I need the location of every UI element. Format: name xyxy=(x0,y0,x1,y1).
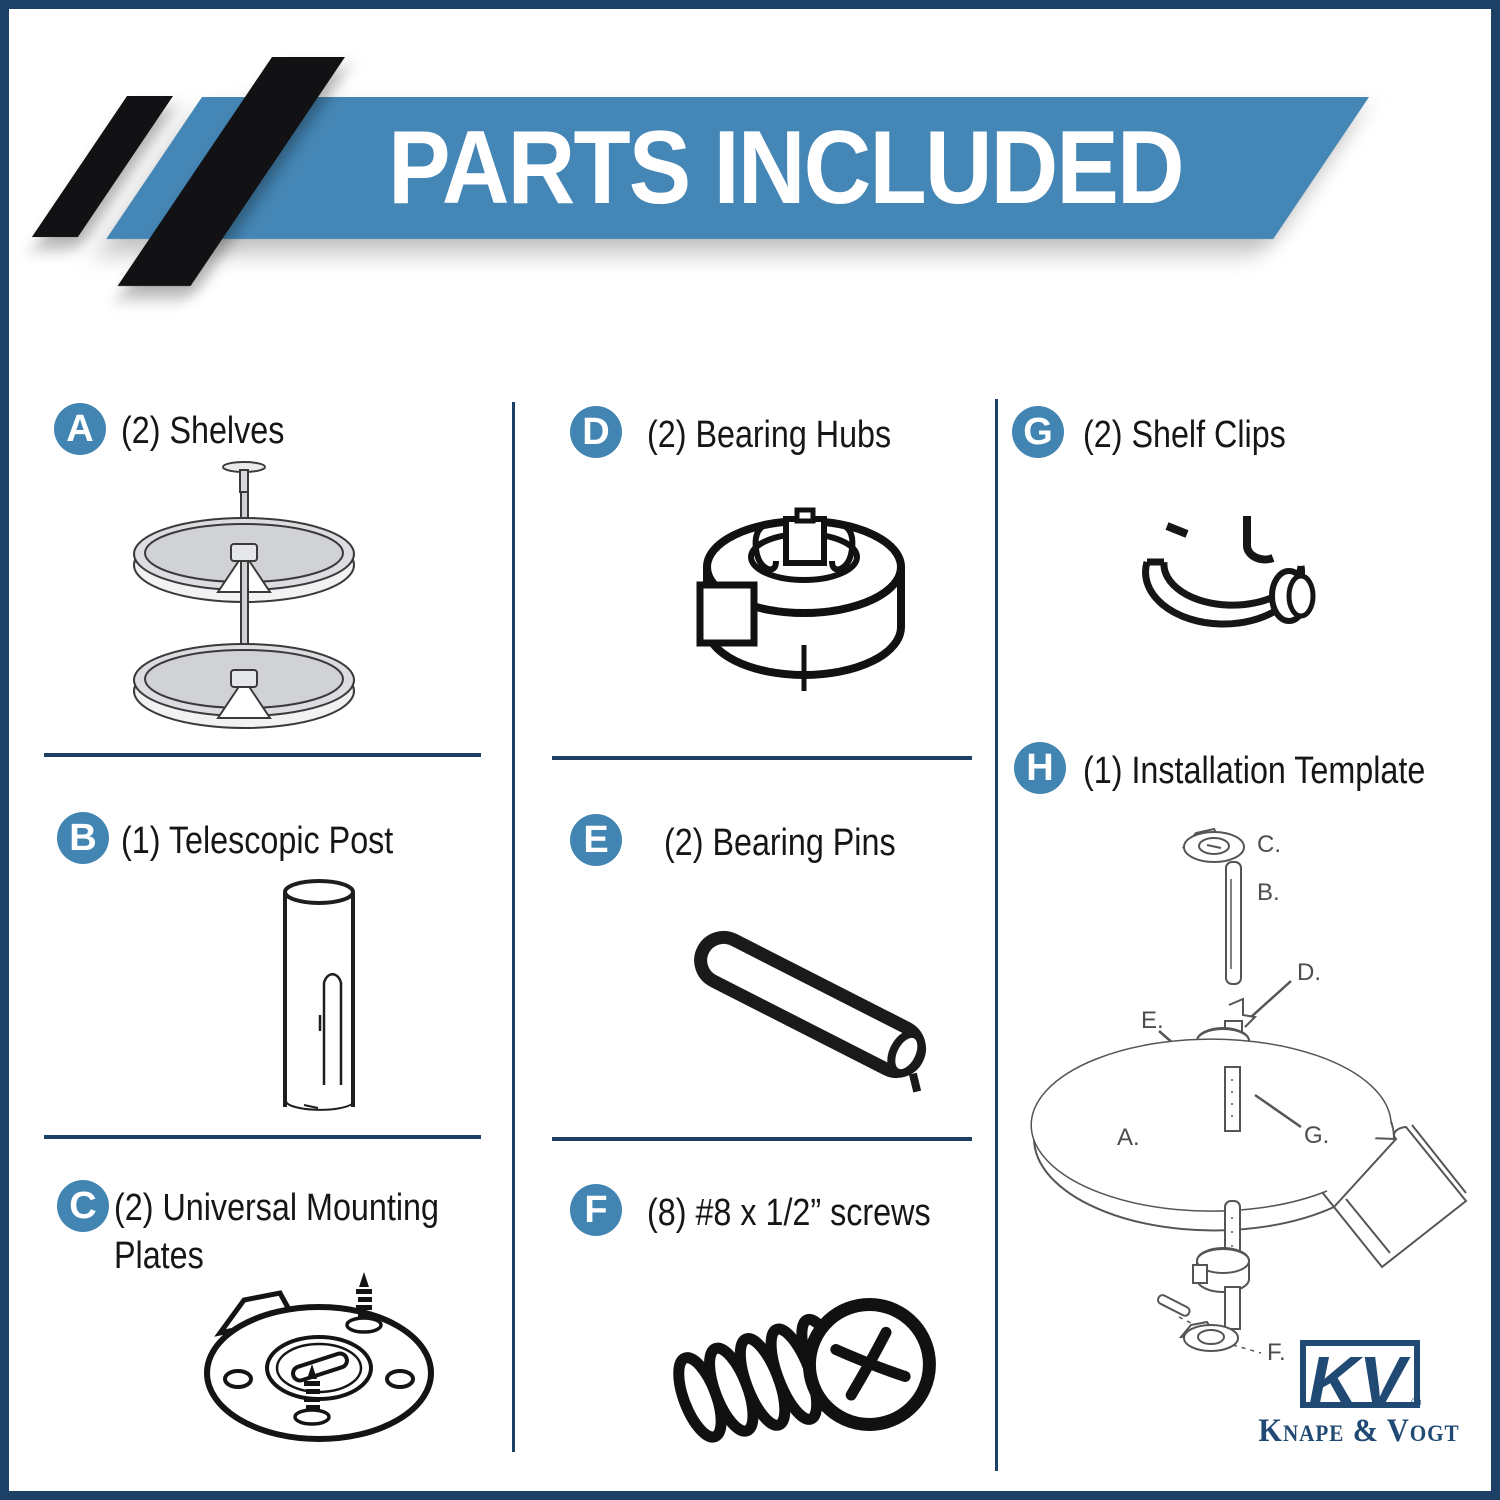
kv-logo-text: KV xyxy=(1308,1342,1406,1420)
part-c-label: (2) Universal Mounting Plates xyxy=(114,1187,439,1277)
diagram-label-b: B. xyxy=(1257,879,1280,906)
brand-name: Knape & Vogt xyxy=(1258,1413,1460,1449)
column-divider xyxy=(995,399,998,1471)
diagram-label-c: C. xyxy=(1257,831,1281,858)
row-divider xyxy=(44,1135,481,1139)
shelves-illustration-icon xyxy=(119,457,369,757)
telescopic-post-illustration-icon xyxy=(264,877,374,1127)
part-e-label: (2) Bearing Pins xyxy=(664,822,896,864)
diagram-label-e: E. xyxy=(1141,1007,1164,1034)
part-a-label: (2) Shelves xyxy=(121,410,285,452)
diagram-label-a: A. xyxy=(1117,1124,1140,1151)
part-g-label: (2) Shelf Clips xyxy=(1083,414,1286,456)
part-f-label: (8) #8 x 1/2” screws xyxy=(647,1192,931,1234)
screw-illustration-icon xyxy=(649,1271,959,1496)
part-e-badge: E xyxy=(570,814,622,866)
row-divider xyxy=(552,1137,972,1141)
shelf-clip-illustration-icon xyxy=(1129,504,1319,659)
diagram-label-g: G. xyxy=(1304,1122,1330,1149)
part-c-badge: C xyxy=(57,1180,109,1232)
mounting-plate-illustration-icon xyxy=(194,1267,444,1457)
part-h-badge: H xyxy=(1014,742,1066,794)
part-b-label: (1) Telescopic Post xyxy=(121,820,394,862)
part-b-badge: B xyxy=(57,812,109,864)
column-divider xyxy=(512,402,515,1452)
part-d-badge: D xyxy=(570,406,622,458)
page-title: PARTS INCLUDED xyxy=(388,109,1183,226)
bearing-hub-illustration-icon xyxy=(674,477,934,712)
part-g-badge: G xyxy=(1012,406,1064,458)
part-a-badge: A xyxy=(54,403,106,455)
part-h-label: (1) Installation Template xyxy=(1083,750,1426,792)
diagram-label-f: F. xyxy=(1267,1339,1286,1366)
part-d-label: (2) Bearing Hubs xyxy=(647,414,892,456)
registered-mark: ® xyxy=(1411,1394,1422,1410)
diagram-label-d: D. xyxy=(1297,959,1321,986)
part-f-badge: F xyxy=(570,1184,622,1236)
row-divider xyxy=(552,756,972,760)
bearing-pin-illustration-icon xyxy=(674,924,964,1109)
